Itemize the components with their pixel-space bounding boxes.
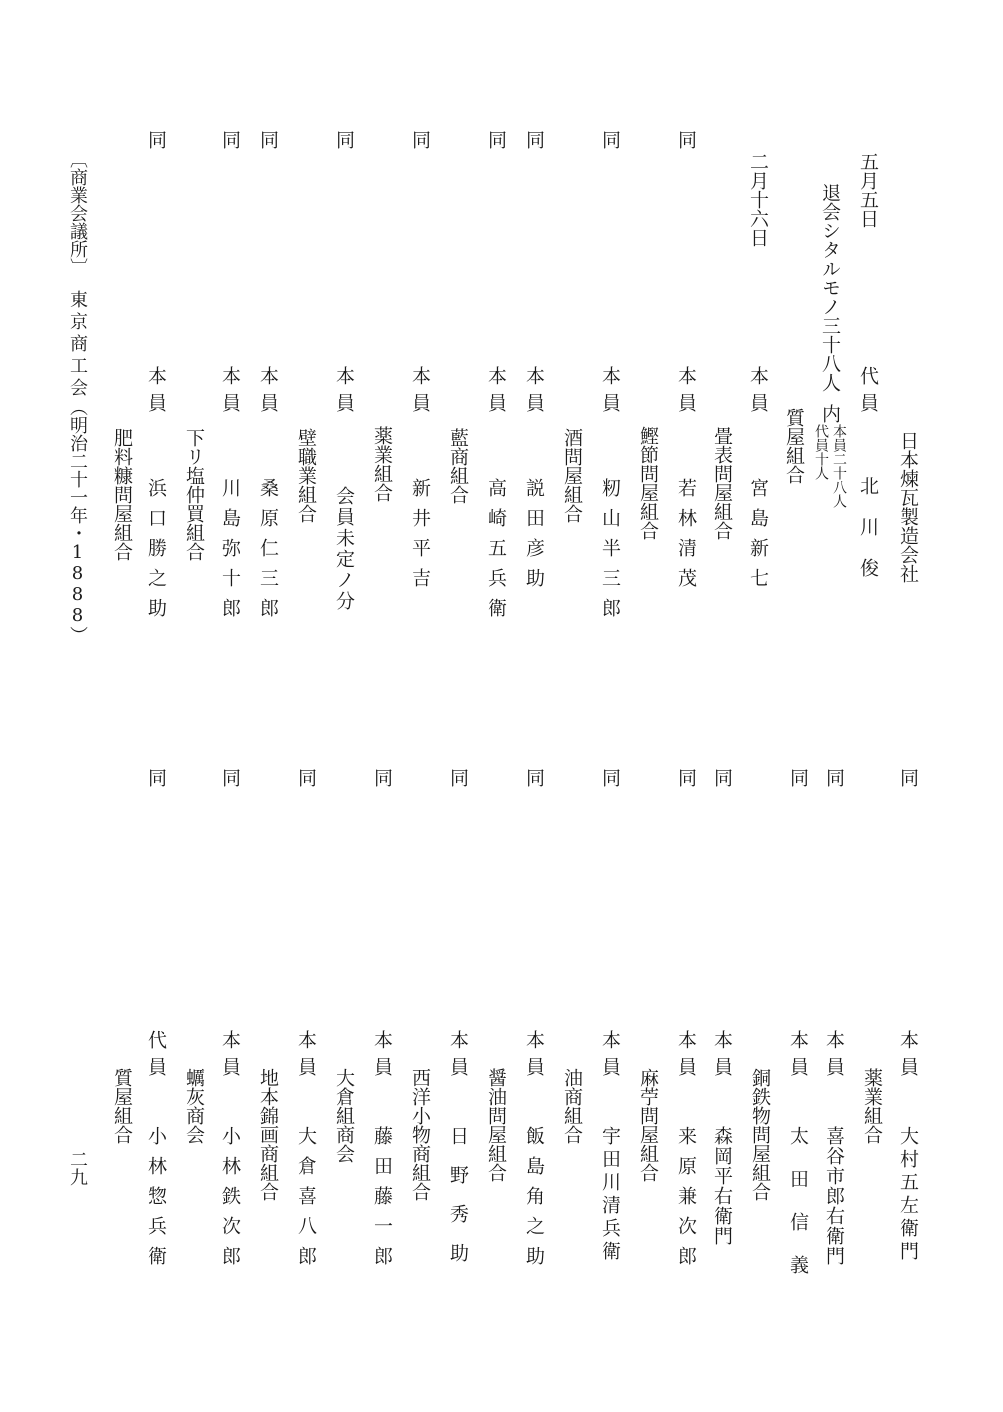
- entry-role: 本員: [747, 366, 769, 420]
- entry-date: 同: [257, 130, 279, 149]
- entry-name: 喜谷市郎右衛門: [823, 1126, 845, 1266]
- entry-org: 質屋組合: [783, 408, 805, 484]
- entry-name: 小林鉄次郎: [219, 1126, 241, 1276]
- entry-date: 同: [711, 768, 733, 787]
- entry-name: 来原兼次郎: [675, 1126, 697, 1276]
- entry-date: 同: [447, 768, 469, 787]
- entry-name: 宇田川清兵衛: [599, 1126, 621, 1264]
- entry-name: 大倉喜八郎: [295, 1126, 317, 1276]
- running-head-era: （明治二十一年・1888）: [67, 398, 88, 644]
- entry-name: 説田彦助: [523, 478, 545, 598]
- running-head-org: 東京商工会: [67, 290, 88, 400]
- entry-role: 本員: [823, 1030, 845, 1084]
- entry-name: 籾山半三郎: [599, 478, 621, 628]
- entry-name: 飯島角之助: [523, 1126, 545, 1276]
- entry-role: 本員: [371, 1030, 393, 1084]
- running-head-section: 〔商業会議所〕: [67, 150, 88, 276]
- entry-role: 本員: [485, 366, 507, 420]
- entry-org: 地本錦画商組合: [257, 1068, 279, 1201]
- entry-name: 桑原仁三郎: [257, 478, 279, 628]
- entry-name: 高崎五兵衛: [485, 478, 507, 628]
- page-number: 二九: [67, 1150, 88, 1186]
- entry-role: 本員: [675, 1030, 697, 1084]
- entry-name: 宮島新七: [747, 478, 769, 598]
- entry-date: 同: [219, 130, 241, 149]
- entry-role: 代員: [145, 1030, 167, 1084]
- entry-date: 同: [145, 130, 167, 149]
- entry-role: 本員: [145, 366, 167, 420]
- entry-date: 同: [675, 130, 697, 149]
- entry-name: 森岡平右衛門: [711, 1126, 733, 1246]
- entry-name: 太田信義: [787, 1126, 809, 1298]
- entry-role: 本員: [409, 366, 431, 420]
- entry-date: 五月五日: [857, 152, 879, 228]
- entry-org: 西洋小物商組合: [409, 1068, 431, 1201]
- entry-date: 同: [523, 768, 545, 787]
- entry-role: 本員: [295, 1030, 317, 1084]
- entry-name: 浜口勝之助: [145, 478, 167, 628]
- entry-org: 壁職業組合: [295, 428, 317, 523]
- entry-org: 醤油問屋組合: [485, 1068, 507, 1182]
- entry-role: 本員: [523, 1030, 545, 1084]
- entry-name: 川島弥十郎: [219, 478, 241, 628]
- entry-role: 本員: [599, 1030, 621, 1084]
- entry-date: 同: [333, 130, 355, 149]
- entry-role: 本員: [599, 366, 621, 420]
- entry-org: 肥料糠問屋組合: [111, 428, 133, 561]
- entry-role: 本員: [787, 1030, 809, 1084]
- entry-org: 油商組合: [561, 1068, 583, 1144]
- entry-date: 二月十六日: [747, 152, 769, 247]
- entry-date: 同: [897, 768, 919, 787]
- entry-name: 大村五左衛門: [897, 1126, 919, 1264]
- entry-role: 本員: [711, 1030, 733, 1084]
- entry-name: 会員未定ノ分: [333, 486, 355, 612]
- entry-org: 下リ塩仲買組合: [183, 428, 205, 561]
- entry-org: 大倉組商会: [333, 1068, 355, 1163]
- entry-role: 本員: [523, 366, 545, 420]
- entry-date: 同: [787, 768, 809, 787]
- entry-org: 日本煉瓦製造会社: [897, 431, 919, 583]
- entry-name: 日野秀助: [447, 1126, 469, 1282]
- entry-org: 薬業組合: [371, 426, 393, 502]
- entry-date: 同: [823, 768, 845, 787]
- withdrawal-note-daiin: 代員十人: [813, 424, 829, 480]
- entry-name: 藤田藤一郎: [371, 1126, 393, 1276]
- entry-date: 同: [523, 130, 545, 149]
- entry-role: 本員: [257, 366, 279, 420]
- entry-date: 同: [485, 130, 507, 149]
- entry-org: 藍商組合: [447, 428, 469, 504]
- entry-role: 代員: [857, 366, 879, 420]
- entry-date: 同: [371, 768, 393, 787]
- entry-name: 小林惣兵衛: [145, 1126, 167, 1276]
- entry-date: 同: [409, 130, 431, 149]
- entry-name: 新井平吉: [409, 478, 431, 598]
- entry-org: 銅鉄物問屋組合: [749, 1068, 771, 1201]
- entry-date: 同: [599, 130, 621, 149]
- entry-date: 同: [145, 768, 167, 787]
- entry-role: 本員: [897, 1030, 919, 1084]
- entry-org: 畳表問屋組合: [711, 426, 733, 540]
- entry-date: 同: [675, 768, 697, 787]
- entry-date: 同: [295, 768, 317, 787]
- withdrawal-note: 退会シタルモノ三十八人: [819, 183, 841, 392]
- withdrawal-note-uchi: 内: [819, 404, 841, 423]
- entry-org: 鰹節問屋組合: [637, 426, 659, 540]
- entry-org: 酒問屋組合: [561, 428, 583, 523]
- entry-role: 本員: [447, 1030, 469, 1084]
- entry-org: 質屋組合: [111, 1068, 133, 1144]
- entry-org: 蠣灰商会: [183, 1068, 205, 1144]
- entry-date: 同: [219, 768, 241, 787]
- entry-org: 麻苧問屋組合: [637, 1068, 659, 1182]
- entry-name: 北川俊: [857, 476, 879, 599]
- entry-date: 同: [599, 768, 621, 787]
- entry-role: 本員: [675, 366, 697, 420]
- entry-name: 若林清茂: [675, 478, 697, 598]
- entry-role: 本員: [219, 1030, 241, 1084]
- withdrawal-note-honin: 本員二十八人: [831, 424, 847, 508]
- entry-org: 薬業組合: [861, 1068, 883, 1144]
- entry-role: 本員: [333, 366, 355, 420]
- entry-role: 本員: [219, 366, 241, 420]
